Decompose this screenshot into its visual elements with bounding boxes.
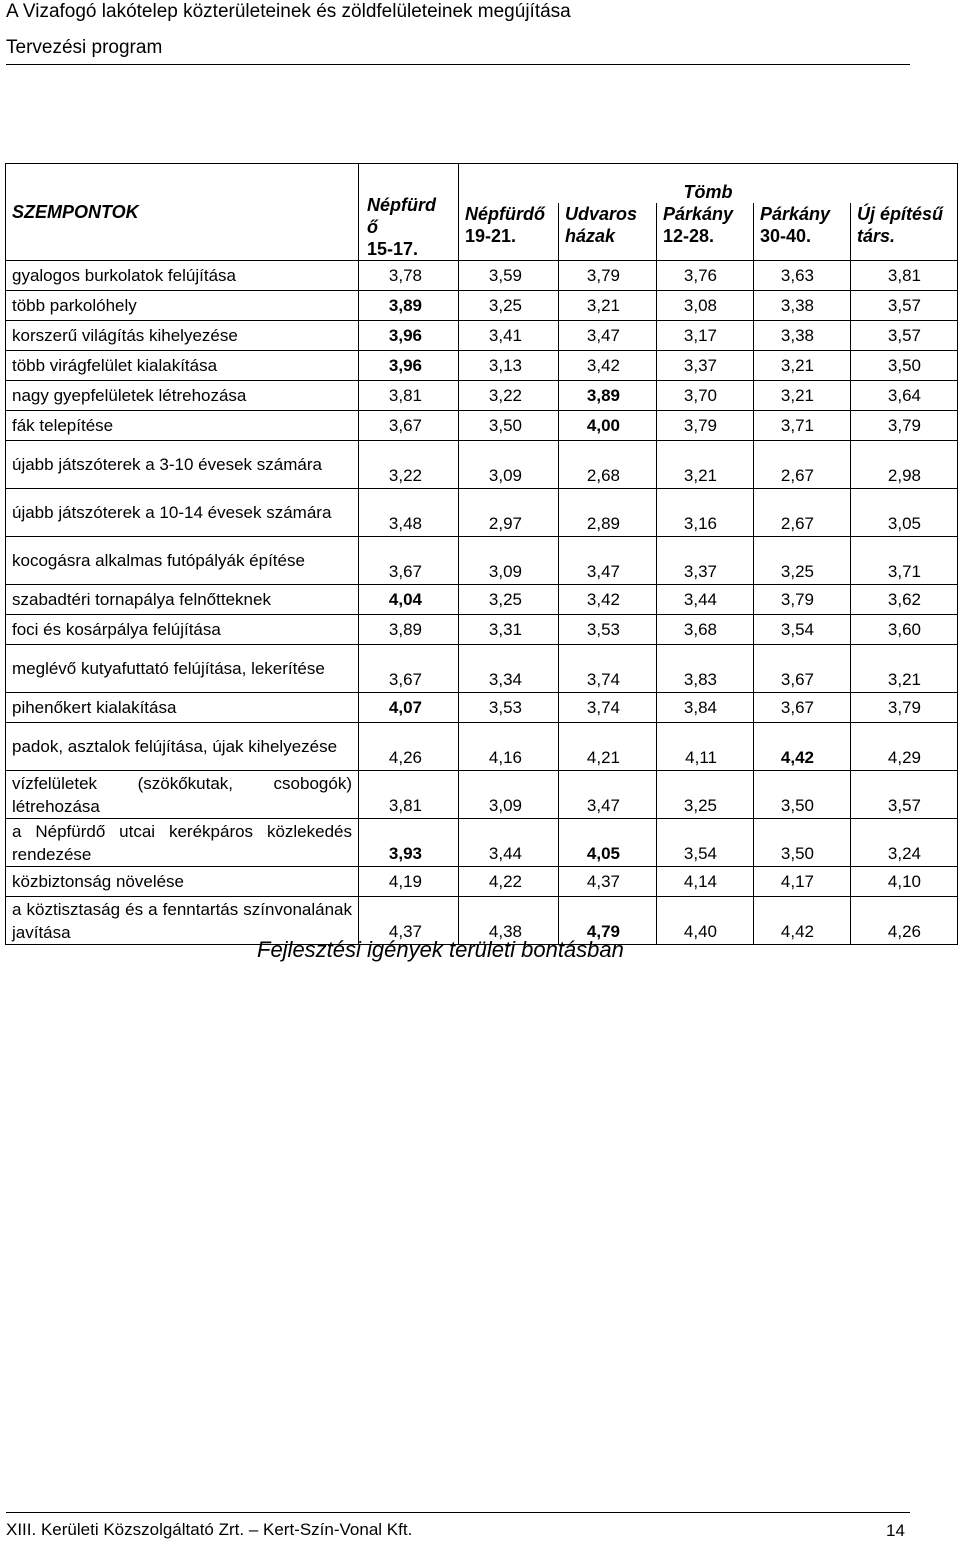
value-cell: 3,34 xyxy=(459,645,559,693)
column-header-line: társ. xyxy=(857,225,896,246)
value-cell: 3,67 xyxy=(359,411,459,441)
value-cell: 3,76 xyxy=(657,261,754,291)
value-cell: 4,29 xyxy=(851,723,958,771)
value-cell: 4,14 xyxy=(657,867,754,897)
value-cell: 3,09 xyxy=(459,537,559,585)
value-cell: 3,21 xyxy=(657,441,754,489)
value-cell: 3,78 xyxy=(359,261,459,291)
column-header-nepfurdo-15-17 xyxy=(359,164,459,261)
document-subtitle: Tervezési program xyxy=(6,37,163,58)
value-cell: 3,05 xyxy=(851,489,958,537)
row-label: a Népfürdő utcai kerékpáros közlekedés rendezése xyxy=(6,819,359,867)
value-cell: 3,16 xyxy=(657,489,754,537)
value-cell: 3,53 xyxy=(459,693,559,723)
table-row xyxy=(6,351,958,381)
value-cell: 3,31 xyxy=(459,615,559,645)
value-cell: 3,96 xyxy=(359,321,459,351)
value-cell: 3,89 xyxy=(559,381,657,411)
value-cell: 3,47 xyxy=(559,771,657,819)
table-row xyxy=(6,489,958,537)
value-cell: 3,84 xyxy=(657,693,754,723)
value-cell: 3,22 xyxy=(359,441,459,489)
value-cell: 4,79 xyxy=(559,897,657,945)
table-row xyxy=(6,645,958,693)
row-label: több parkolóhely xyxy=(6,291,359,321)
row-label: újabb játszóterek a 3-10 évesek számára xyxy=(6,441,359,489)
row-label: fák telepítése xyxy=(6,411,359,441)
row-label: nagy gyepfelületek létrehozása xyxy=(6,381,359,411)
value-cell: 3,09 xyxy=(459,771,559,819)
value-cell: 3,67 xyxy=(754,645,851,693)
value-cell: 4,00 xyxy=(559,411,657,441)
document-title: A Vizafogó lakótelep közterületeinek és zöldfelületeinek megújítása xyxy=(6,1,571,22)
value-cell: 3,48 xyxy=(359,489,459,537)
value-cell: 3,57 xyxy=(851,771,958,819)
value-cell: 3,54 xyxy=(754,615,851,645)
value-cell: 3,96 xyxy=(359,351,459,381)
row-label: szabadtéri tornapálya felnőtteknek xyxy=(6,585,359,615)
value-cell: 3,44 xyxy=(459,819,559,867)
value-cell: 3,74 xyxy=(559,645,657,693)
value-cell: 3,62 xyxy=(851,585,958,615)
column-header-line: Új építésű xyxy=(857,203,944,224)
table-row xyxy=(6,771,958,819)
value-cell: 3,60 xyxy=(851,615,958,645)
row-label: padok, asztalok felújítása, újak kihelyezése xyxy=(6,723,359,771)
value-cell: 3,81 xyxy=(359,771,459,819)
value-cell: 3,67 xyxy=(359,537,459,585)
value-cell: 3,22 xyxy=(459,381,559,411)
value-cell: 4,19 xyxy=(359,867,459,897)
column-header-uj-epitesu xyxy=(851,203,958,261)
value-cell: 3,21 xyxy=(754,351,851,381)
value-cell: 4,26 xyxy=(359,723,459,771)
column-header-udvaros-hazak xyxy=(559,203,657,261)
value-cell: 4,26 xyxy=(851,897,958,945)
value-cell: 4,04 xyxy=(359,585,459,615)
value-cell: 3,81 xyxy=(851,261,958,291)
value-cell: 3,53 xyxy=(559,615,657,645)
value-cell: 4,21 xyxy=(559,723,657,771)
table-row xyxy=(6,585,958,615)
value-cell: 4,16 xyxy=(459,723,559,771)
column-header-line: Népfürdő xyxy=(465,203,545,224)
row-label: közbiztonság növelése xyxy=(6,867,359,897)
value-cell: 3,41 xyxy=(459,321,559,351)
column-header-line: 15-17. xyxy=(367,239,419,259)
value-cell: 3,57 xyxy=(851,291,958,321)
value-cell: 3,67 xyxy=(359,645,459,693)
column-header-line: Udvaros xyxy=(565,203,638,224)
value-cell: 3,25 xyxy=(754,537,851,585)
value-cell: 4,22 xyxy=(459,867,559,897)
row-label: gyalogos burkolatok felújítása xyxy=(6,261,359,291)
column-header-szempontok: SZEMPONTOK xyxy=(6,164,359,261)
value-cell: 3,54 xyxy=(657,819,754,867)
column-header-line: Párkány xyxy=(760,203,831,224)
value-cell: 3,83 xyxy=(657,645,754,693)
value-cell: 3,50 xyxy=(754,819,851,867)
value-cell: 3,93 xyxy=(359,819,459,867)
value-cell: 2,97 xyxy=(459,489,559,537)
value-cell: 4,38 xyxy=(459,897,559,945)
row-label: foci és kosárpálya felújítása xyxy=(6,615,359,645)
table-row xyxy=(6,291,958,321)
value-cell: 3,44 xyxy=(657,585,754,615)
table-row xyxy=(6,321,958,351)
value-cell: 4,37 xyxy=(359,897,459,945)
page-number: 14 xyxy=(886,1521,905,1540)
value-cell: 3,21 xyxy=(851,645,958,693)
value-cell: 3,71 xyxy=(851,537,958,585)
value-cell: 3,47 xyxy=(559,321,657,351)
value-cell: 3,21 xyxy=(754,381,851,411)
row-label: meglévő kutyafuttató felújítása, lekerítése xyxy=(6,645,359,693)
value-cell: 3,50 xyxy=(851,351,958,381)
value-cell: 3,38 xyxy=(754,321,851,351)
table-row xyxy=(6,693,958,723)
value-cell: 3,68 xyxy=(657,615,754,645)
value-cell: 3,89 xyxy=(359,291,459,321)
table-row xyxy=(6,867,958,897)
value-cell: 3,64 xyxy=(851,381,958,411)
ratings-table xyxy=(5,163,958,945)
value-cell: 4,40 xyxy=(657,897,754,945)
value-cell: 3,13 xyxy=(459,351,559,381)
footer-text: XIII. Kerületi Közszolgáltató Zrt. – Kert-Szín-Vonal Kft. xyxy=(6,1520,413,1539)
page-footer xyxy=(6,1512,910,1539)
value-cell: 3,71 xyxy=(754,411,851,441)
table-row xyxy=(6,537,958,585)
value-cell: 3,57 xyxy=(851,321,958,351)
value-cell: 2,98 xyxy=(851,441,958,489)
table-row xyxy=(6,381,958,411)
value-cell: 3,63 xyxy=(754,261,851,291)
value-cell: 3,70 xyxy=(657,381,754,411)
value-cell: 3,89 xyxy=(359,615,459,645)
column-header-nepfurdo-19-21 xyxy=(459,203,559,261)
value-cell: 4,42 xyxy=(754,897,851,945)
row-label: kocogásra alkalmas futópályák építése xyxy=(6,537,359,585)
page-header xyxy=(6,0,910,65)
value-cell: 4,37 xyxy=(559,867,657,897)
column-header-parkany-30-40 xyxy=(754,203,851,261)
column-header-line: Párkány xyxy=(663,203,734,224)
value-cell: 3,79 xyxy=(559,261,657,291)
value-cell: 4,07 xyxy=(359,693,459,723)
value-cell: 4,11 xyxy=(657,723,754,771)
value-cell: 3,17 xyxy=(657,321,754,351)
value-cell: 3,47 xyxy=(559,537,657,585)
value-cell: 3,81 xyxy=(359,381,459,411)
value-cell: 2,68 xyxy=(559,441,657,489)
column-header-line: ő xyxy=(367,217,378,237)
value-cell: 3,50 xyxy=(459,411,559,441)
table-row xyxy=(6,261,958,291)
value-cell: 3,25 xyxy=(657,771,754,819)
table-row xyxy=(6,615,958,645)
table-caption: Fejlesztési igények területi bontásban xyxy=(257,937,624,962)
table-row xyxy=(6,441,958,489)
row-label: újabb játszóterek a 10-14 évesek számára xyxy=(6,489,359,537)
row-label: vízfelületek (szökőkutak, csobogók) létrehozása xyxy=(6,771,359,819)
column-header-line: 19-21. xyxy=(465,225,517,246)
table-row xyxy=(6,411,958,441)
value-cell: 4,17 xyxy=(754,867,851,897)
value-cell: 3,38 xyxy=(754,291,851,321)
value-cell: 2,67 xyxy=(754,441,851,489)
value-cell: 3,50 xyxy=(754,771,851,819)
value-cell: 2,89 xyxy=(559,489,657,537)
value-cell: 4,42 xyxy=(754,723,851,771)
value-cell: 3,25 xyxy=(459,291,559,321)
value-cell: 3,24 xyxy=(851,819,958,867)
value-cell: 3,67 xyxy=(754,693,851,723)
value-cell: 3,79 xyxy=(754,585,851,615)
value-cell: 4,05 xyxy=(559,819,657,867)
value-cell: 3,09 xyxy=(459,441,559,489)
row-label: pihenőkert kialakítása xyxy=(6,693,359,723)
value-cell: 3,79 xyxy=(851,693,958,723)
value-cell: 3,25 xyxy=(459,585,559,615)
value-cell: 3,59 xyxy=(459,261,559,291)
value-cell: 3,74 xyxy=(559,693,657,723)
table-row xyxy=(6,723,958,771)
table-row xyxy=(6,819,958,867)
row-label: korszerű világítás kihelyezése xyxy=(6,321,359,351)
column-header-line: 30-40. xyxy=(760,225,812,246)
column-header-line: Népfürd xyxy=(367,195,436,215)
value-cell: 2,67 xyxy=(754,489,851,537)
value-cell: 3,37 xyxy=(657,537,754,585)
value-cell: 4,10 xyxy=(851,867,958,897)
value-cell: 3,21 xyxy=(559,291,657,321)
column-header-line: 12-28. xyxy=(663,225,715,246)
value-cell: 3,08 xyxy=(657,291,754,321)
value-cell: 3,42 xyxy=(559,585,657,615)
row-label: a köztisztaság és a fenntartás színvonalának javítása xyxy=(6,897,359,945)
value-cell: 3,79 xyxy=(657,411,754,441)
value-cell: 3,79 xyxy=(851,411,958,441)
column-header-parkany-12-28 xyxy=(657,203,754,261)
column-header-line: házak xyxy=(565,225,616,246)
value-cell: 3,42 xyxy=(559,351,657,381)
value-cell: 3,37 xyxy=(657,351,754,381)
row-label: több virágfelület kialakítása xyxy=(6,351,359,381)
group-header-tomb: Tömb xyxy=(459,164,958,203)
